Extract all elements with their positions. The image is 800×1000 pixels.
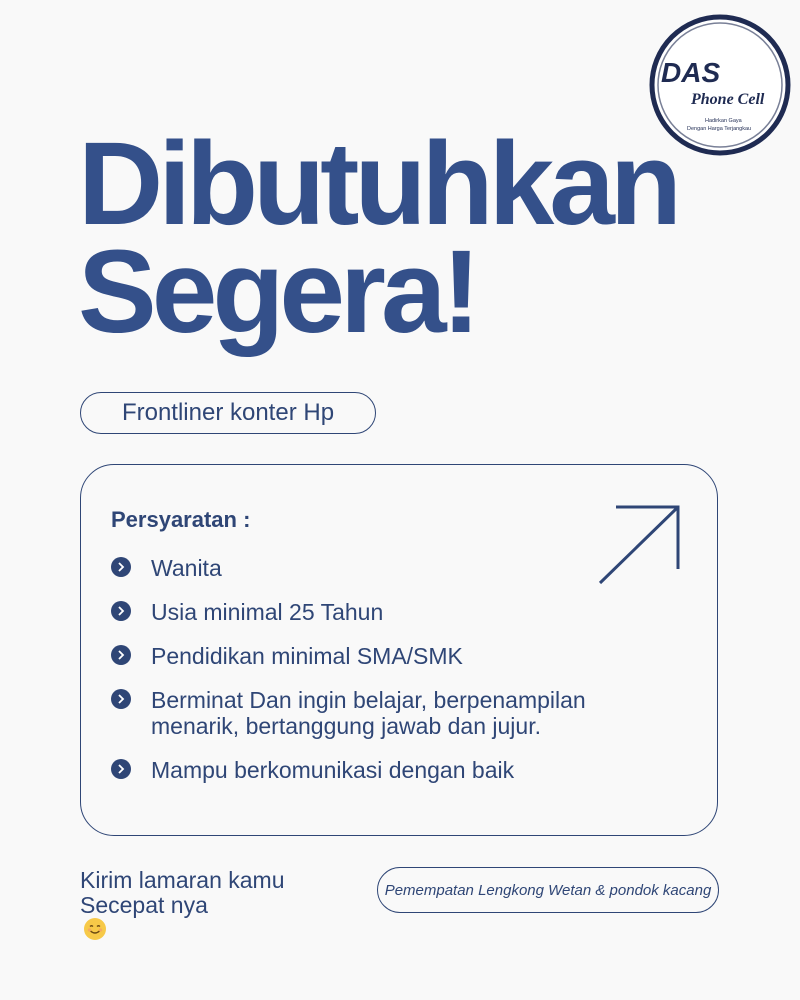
headline: [78, 118, 677, 358]
chevron-right-circle-icon: [111, 759, 131, 779]
chevron-right-circle-icon: [111, 557, 131, 577]
list-item: [111, 643, 651, 669]
logo-tagline-2: Dengan Harga Terjangkau: [687, 126, 752, 132]
call-to-action: [80, 868, 285, 940]
list-item: [111, 687, 651, 739]
requirement-text: Usia minimal 25 Tahun: [151, 599, 384, 625]
chevron-right-circle-icon: [111, 645, 131, 665]
requirement-text: Pendidikan minimal SMA/SMK: [151, 643, 463, 669]
requirements-title: Persyaratan :: [111, 507, 251, 532]
cta-line-2-row: [80, 893, 285, 940]
requirement-text: Berminat Dan ingin belajar, berpenampilan menarik, bertanggung jawab dan jujur.: [151, 687, 586, 739]
headline-line-2: Segera!: [78, 226, 476, 358]
logo-tagline-1: Hadirkan Gaya: [705, 118, 742, 124]
list-item: [111, 555, 651, 581]
list-item: [111, 599, 651, 625]
requirements-card: [80, 464, 718, 836]
smiling-face-emoji: [84, 918, 106, 940]
requirement-text: Mampu berkomunikasi dengan baik: [151, 757, 515, 783]
logo-brand: DAS: [661, 57, 721, 88]
headline-line-1: Dibutuhkan: [78, 118, 677, 250]
requirements-list: [111, 555, 651, 801]
location-badge: Pemempatan Lengkong Wetan & pondok kacang: [377, 867, 719, 913]
list-item: [111, 757, 651, 783]
position-badge: Frontliner konter Hp: [80, 392, 376, 434]
chevron-right-circle-icon: [111, 689, 131, 709]
cta-line-1: Kirim lamaran kamu: [80, 867, 285, 893]
chevron-right-circle-icon: [111, 601, 131, 621]
cta-line-2: Secepat nya: [80, 892, 208, 918]
logo-name: Phone Cell: [691, 91, 765, 108]
requirement-text: Wanita: [151, 555, 222, 581]
